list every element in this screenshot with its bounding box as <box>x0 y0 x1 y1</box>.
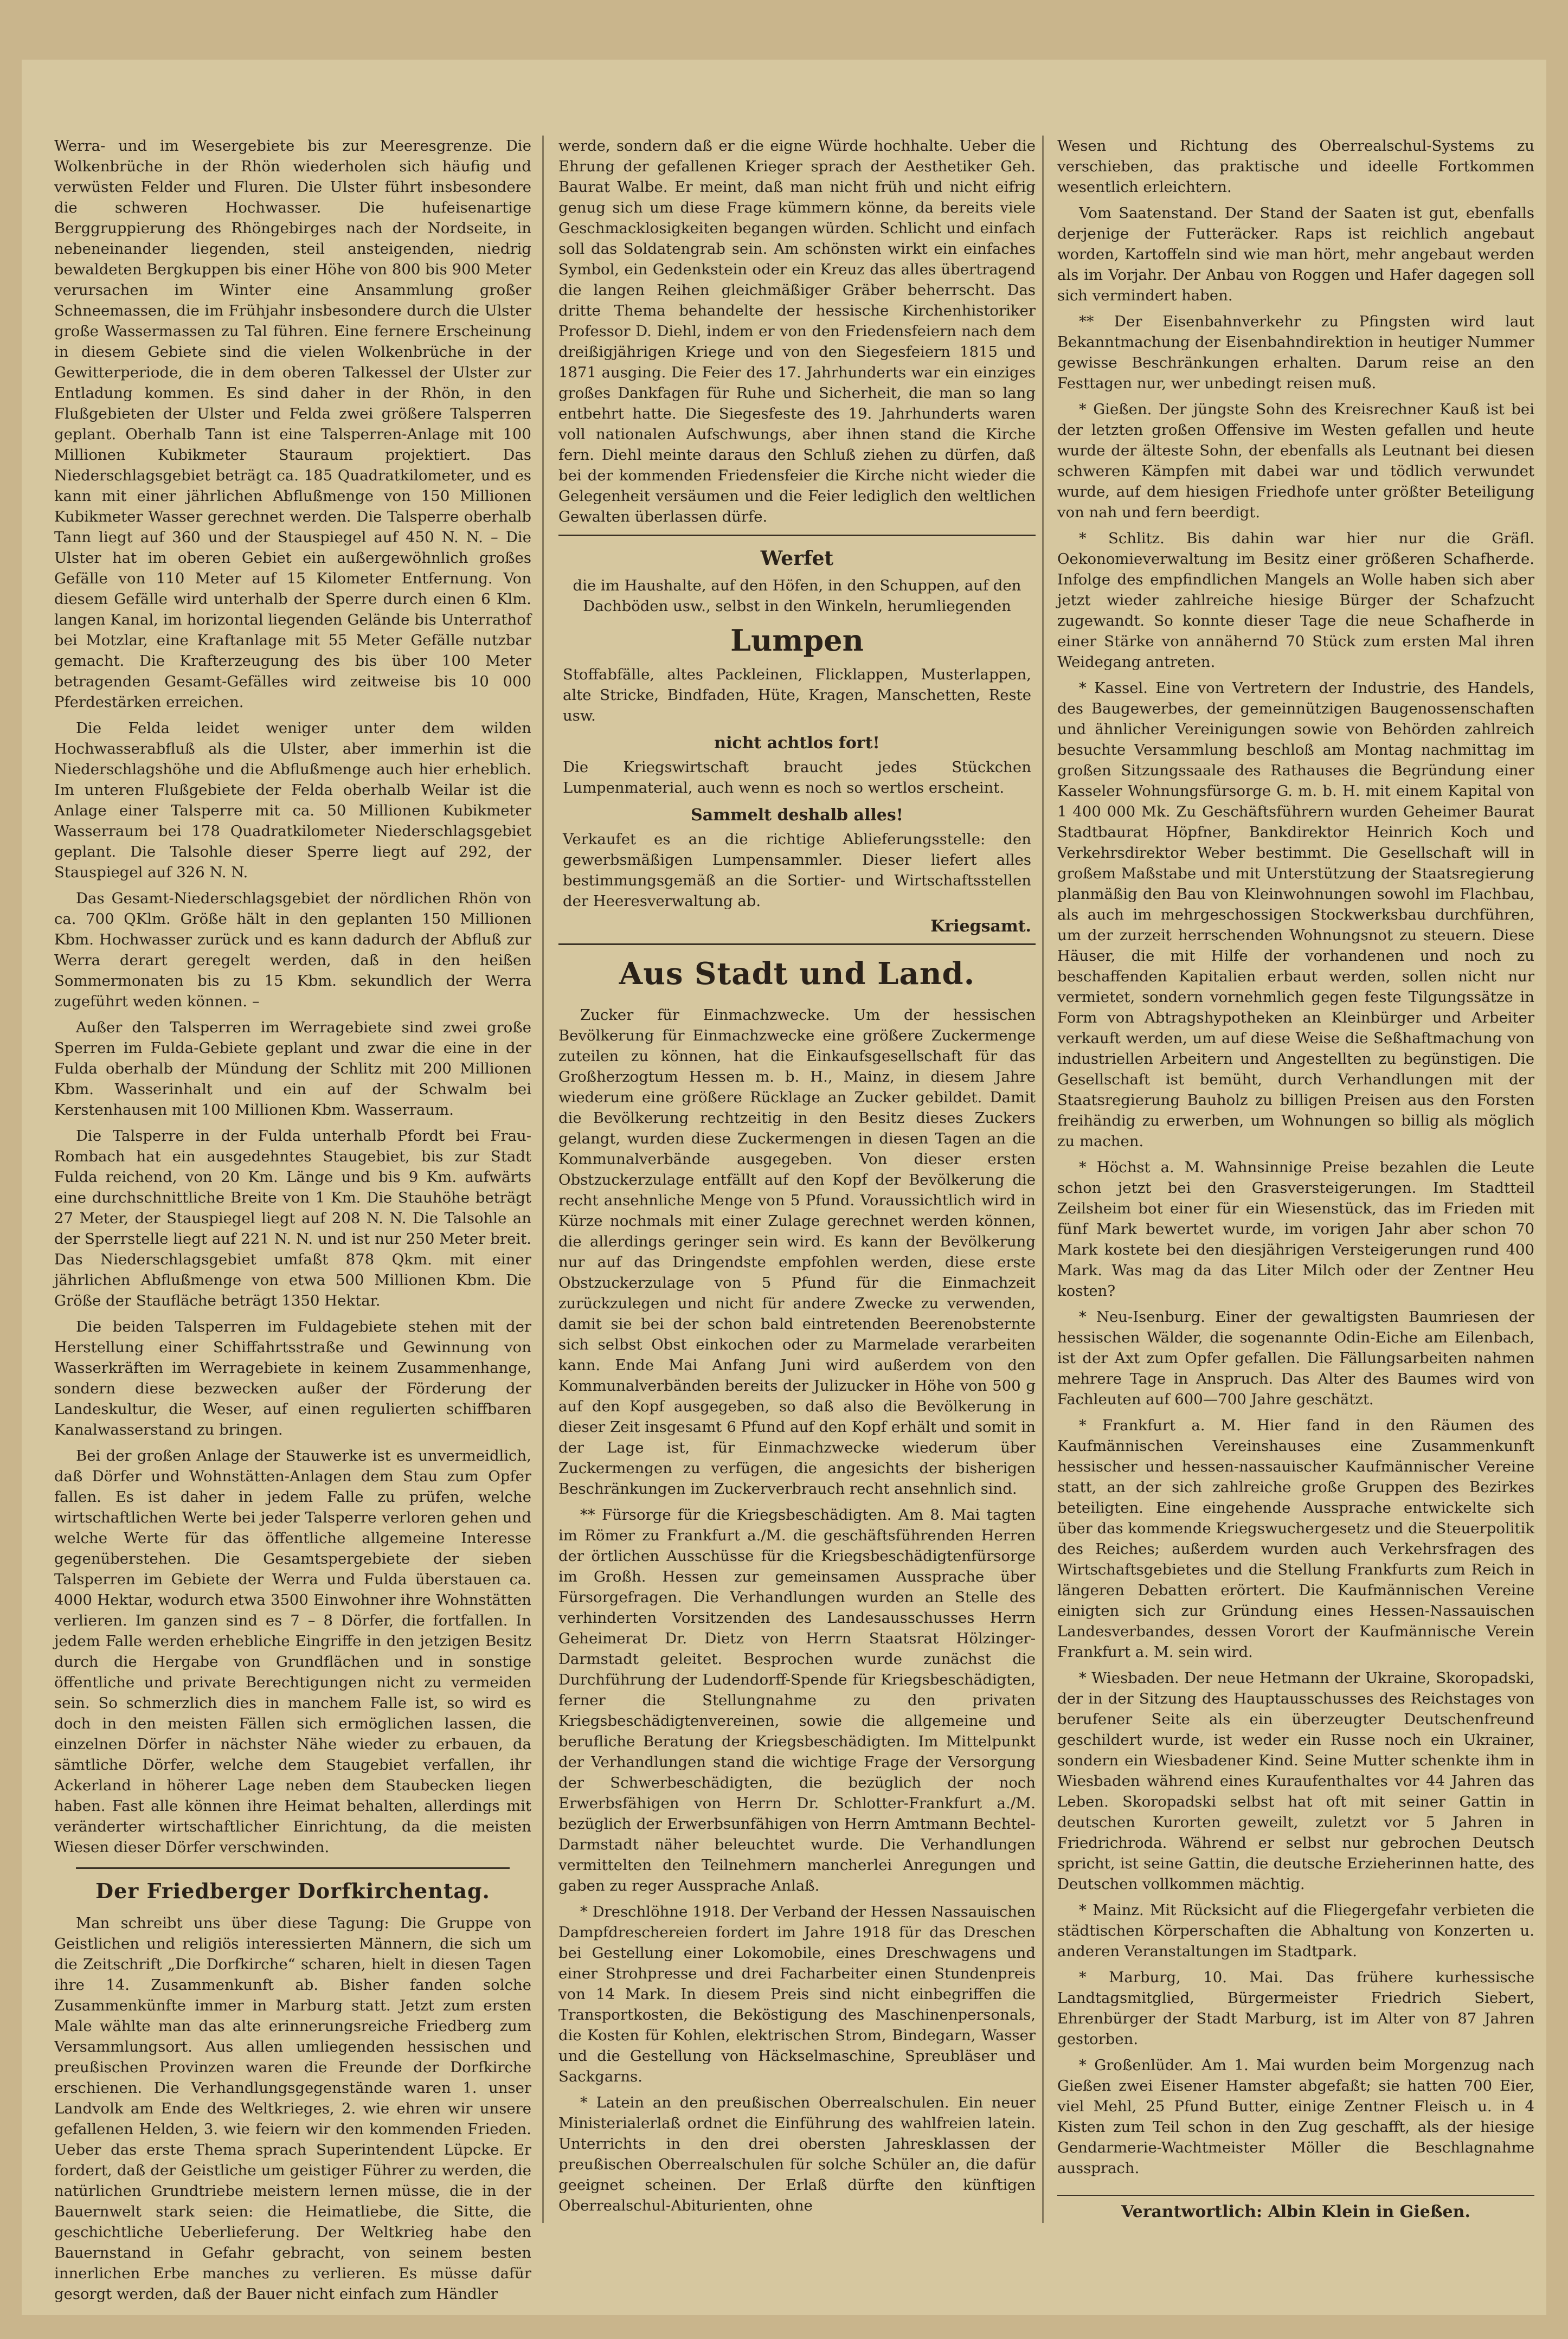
article-paragraph: Die beiden Talsperren im Fuldagebiete stehen mit der Herstellung einer Schiffahrtsstraße und Gewinnung von Wasserkräften im Werragebiete in keinem Zusammenhange, sondern diese bezwecken außer der Förderung der Landeskultur, die Weser, auf einen regulierten schiffbaren Kanalwasserstand zu bringen. <box>54 1318 531 1438</box>
article-paragraph: * Großenlüder. Am 1. Mai wurden beim Morgenzug nach Gießen zwei Eisener Hamster abgefaßt; sie hatten 700 Eier, viel Mehl, 25 Pfund Butter, einige Zentner Fleisch u. in 4 Kisten zum Teil schon in den Zug geschafft, als der hiesige Gendarmerie-Wachtmeister Möller die Beschlagnahme aussprach. <box>1057 2057 1534 2177</box>
article-paragraph: * Dreschlöhne 1918. Der Verband der Hessen Nassauischen Dampfdreschereien fordert im Jahre 1918 für das Dreschen bei Gestellung einer Lokomobile, eines Dreschwagens und einer Strohpresse und drei Facharbeiter einen Stundenpreis von 14 Mark. In diesem Preis sind nicht einbegriffen die Transportkosten, die Beköstigung des Maschinenpersonals, die Kosten für Kohlen, elektrischen Strom, Bindegarn, Wasser und die Gestellung von Häckselmaschine, Spreubläser und Sackgarns. <box>558 1903 1036 2085</box>
ad-text: Stoffabfälle, altes Packleinen, Flicklappen, Musterlappen, alte Stricke, Bindfaden, Hüte, Kragen, Manschetten, Reste usw. <box>563 666 1031 724</box>
newspaper-page <box>22 60 1546 2315</box>
article-paragraph: Zucker für Einmachzwecke. Um der hessischen Bevölkerung für Einmachzwecke eine größere Zuckermenge zuteilen zu können, hat die Einkaufsgesellschaft für das Großherzogtum Hessen m. b. H., Mainz, in diesem Jahre wiederum eine größere Rücklage an Zucker gebildet. Damit die Bevölkerung rechtzeitig in den Besitz dieses Zuckers gelangt, wurden diese Zuckermengen in diesen Tagen an die Kommunalverbände ausgegeben. Von dieser ersten Obstzuckerzulage entfällt auf den Kopf der Bevölkerung die recht ansehnliche Menge von 5 Pfund. Voraussichtlich wird in Kürze nochmals mit einer Zulage gerechnet werden können, die allerdings geringer sein wird. Es kann der Bevölkerung nur auf das Dringendste empfohlen werden, diese erste Obstzuckerzulage von 5 Pfund für die Einmachzeit zurückzulegen und nicht für andere Zwecke zu verwenden, damit sie bei der schon bald eintretenden Beerenobsternte sich selbst Obst einkochen oder zu Marmelade verarbeiten kann. Ende Mai Anfang Juni wird außerdem von den Kommunalverbänden bereits der Julizucker in Höhe von 500 g auf den Kopf ausgegeben, so daß also die Bevölkerung in dieser Zeit insgesamt 6 Pfund auf den Kopf erhält und somit in der Lage ist, für Einmachzwecke wiederum über Zuckermengen zu verfügen, die angesichts der bisherigen Beschränkungen im Zuckerverbrauch recht ansehnlich sind. <box>558 1006 1036 1498</box>
advertisement-box <box>558 535 1036 945</box>
article-paragraph: Man schreibt uns über diese Tagung: Die Gruppe von Geistlichen und religiös interessierten Männern, die sich um die Zeitschrift „Die Dorfkirche“ scharen, hielt in diesen Tagen ihre 14. Zusammenkunft ab. Bisher fanden solche Zusammenkünfte immer in Marburg statt. Jetzt zum ersten Male wählte man das alte erinnerungsreiche Friedberg zum Versammlungsort. Aus allen umliegenden hessischen und preußischen Provinzen waren die Freunde der Dorfkirche erschienen. Die Verhandlungsgegenstände waren 1. unser Landvolk am Ende des Weltkrieges, 2. wie ehren wir unsere gefallenen Helden, 3. wie feiern wir den kommenden Frieden. Ueber das erste Thema sprach Superintendent Lüpcke. Er fordert, daß der Geistliche um geistiger Führer zu werden, die natürlichen Grundtriebe meistern lernen müsse, die in der Bauernwelt stark seien: die Heimatliebe, die Sitte, die geschichtliche Ueberlieferung. Der Weltkrieg habe den Bauernstand in Gefahr gebracht, von seinem besten innerlichen Erbe manches zu verlieren. Es müsse dafür gesorgt werden, daß der Bauer nicht einfach zum Händler <box>54 1914 531 2303</box>
article-paragraph: * Neu-Isenburg. Einer der gewaltigsten Baumriesen der hessischen Wälder, die sogenannte Odin-Eiche am Eilenbach, ist der Axt zum Opfer gefallen. Die Fällungsarbeiten nahmen mehrere Tage in Anspruch. Das Alter des Baumes wird von Fachleuten auf 600—700 Jahre geschätzt. <box>1057 1308 1534 1408</box>
article-paragraph: * Latein an den preußischen Oberrealschulen. Ein neuer Ministerialerlaß ordnet die Einführung des wahlfreien latein. Unterrichts in den drei obersten Jahresklassen der preußischen Oberrealschulen für solche Schüler an, die dafür geeignet scheinen. Der Erlaß dürfte den künftigen Oberrealschul-Abiturienten, ohne <box>558 2094 1036 2214</box>
article-paragraph: * Kassel. Eine von Vertretern der Industrie, des Handels, des Baugewerbes, der gemeinnützigen Baugenossenschaften und ähnlicher Vereinigungen sowie von Behörden zahlreich besuchte Versammlung beschloß am Montag nachmittag im großen Sitzungssaale des Rathauses die Begründung einer Kasseler Wohnungsfürsorge G. m. b. H. mit einem Kapital von 1 400 000 Mk. Zu Geschäftsführern wurden Geheimer Baurat Stadtbaurat Höpfner, Bankdirektor Heinrich Koch und Verkehrsdirektor Weber bestimmt. Die Gesellschaft will in großem Maßstabe und mit Unterstützung der Staatsregierung planmäßig den Bau von Kleinwohnungen sowohl im Flachbau, als auch im mehrgeschossigen Stockwerksbau durchführen, um der zurzeit herrschenden Wohnungsnot zu steuern. Diese Häuser, die mit Hilfe der vorhandenen und noch zu beschaffenden Kapitalien erbaut werden, sollen nicht nur vermietet, sondern vornehmlich gegen feste Tilgungssätze in Form von Abtragshypotheken an Kleinbürger und Arbeiter verkauft werden, um auf diese Weise die Seßhaftmachung von industriellen Arbeitern und Angestellten zu begünstigen. Die Gesellschaft ist bemüht, durch Verhandlungen mit der Staatsregierung Bauholz zu billigen Preisen aus den Forsten freihändig zu erwerben, um Wohnungen so billig als möglich zu machen. <box>1057 679 1534 1150</box>
article-paragraph: Bei der großen Anlage der Stauwerke ist es unvermeidlich, daß Dörfer und Wohnstätten-Anlagen dem Stau zum Opfer fallen. Es ist daher in jedem Falle zu prüfen, welche wirtschaftlichen Werte bei jeder Talsperre verloren gehen und welche Werte für das öffentliche allgemeine Interesse gegenüberstehen. Die Gesamtspergebiete der sieben Talsperren im Gebiete der Werra und Fulda überstauen ca. 4000 Hektar, wodurch etwa 3500 Einwohner ihre Wohnstätten verlieren. Im ganzen sind es 7 – 8 Dörfer, die fortfallen. In jedem Falle werden erhebliche Eingriffe in den jetzigen Besitz durch die Hergabe von Grundflächen und in sonstige öffentliche und private Berechtigungen nicht zu vermeiden sein. So schmerzlich dies in manchem Falle ist, so wird es doch in den meisten Fällen sich ermöglichen lassen, die einzelnen Dörfer in nächster Nähe wieder zu erbauen, da sämtliche Dörfer, welche dem Staugebiet verfallen, ihr Ackerland in höherer Lage neben dem Staubecken liegen haben. Fast alle können ihre Heimat behalten, allerdings mit veränderter wirtschaftlicher Einrichtung, da die meisten Wiesen dieser Dörfer verschwinden. <box>54 1447 531 1856</box>
article-paragraph: * Gießen. Der jüngste Sohn des Kreisrechner Kauß ist bei der letzten großen Offensive im Westen gefallen und heute wurde der älteste Sohn, der ebenfalls als Leutnant bei diesen schweren Kämpfen mit dabei war und tödlich verwundet wurde, auf dem hiesigen Friedhofe unter größter Beteiligung von nah und fern beerdigt. <box>1057 401 1534 521</box>
ad-subheading: Sammelt deshalb alles! <box>691 806 903 825</box>
column-1 <box>54 136 531 2303</box>
ad-subheading: nicht achtlos fort! <box>714 734 880 753</box>
article-paragraph: * Marburg, 10. Mai. Das frühere kurhessische Landtagsmitglied, Bürgermeister Friedrich Siebert, Ehrenbürger der Stadt Marburg, ist im Alter von 87 Jahren gestorben. <box>1057 1969 1534 2048</box>
article-paragraph: werde, sondern daß er die eigne Würde hochhalte. Ueber die Ehrung der gefallenen Krieger sprach der Aesthetiker Geh. Baurat Walbe. Er meint, daß man nicht früh und nicht eifrig genug sich um diese Frage kümmern könne, da bereits viele Geschmacklosigkeiten begangen würden. Schlicht und einfach soll das Soldatengrab sein. Am schönsten wirkt ein einfaches Symbol, ein Gedenkstein oder ein Kreuz das alles übertragend die langen Reihen gleichmäßiger Gräber beherrscht. Das dritte Thema behandelte der hessische Kirchenhistoriker Professor D. Diehl, indem er von den Friedensfeiern nach dem dreißigjährigen Kriege und von den Siegesfeiern 1815 und 1871 ausging. Die Feier des 17. Jahrhunderts war ein einziges großes Dankfagen für Ruhe und Sicherheit, die man so lang entbehrt hatte. Die Siegesfeste des 19. Jahrhunderts waren voll nationalen Aufschwungs, aber ihnen stand die Kirche fern. Diehl meinte daraus den Schluß ziehen zu dürfen, daß bei der kommenden Friedensfeier die Kirche nicht wieder die Gelegenheit versäumen und die Feier lediglich den weltlichen Gewalten überlassen dürfe. <box>558 137 1036 525</box>
section-divider <box>76 1867 510 1869</box>
article-paragraph: Die Felda leidet weniger unter dem wilden Hochwasserabfluß als die Ulster, aber immerhin ist die Niederschlagshöhe und die Abflußmenge auch hier erheblich. Im unteren Flußgebiete der Felda oberhalb Weilar ist die Anlage einer Talsperre mit ca. 50 Millionen Kubikmeter Wasserraum bei 178 Quadratkilometer Niederschlagsgebiet geplant. Die Talsohle dieser Sperre liegt auf 292, der Stauspiegel auf 326 N. N. <box>54 719 531 881</box>
column-rule <box>1042 136 1044 2223</box>
article-paragraph: Das Gesamt-Niederschlagsgebiet der nördlichen Rhön von ca. 700 QKlm. Größe hält in den geplanten 150 Millionen Kbm. Hochwasser zurück und es kann dadurch der Abfluß zur Werra derart geregelt werden, daß in den heißen Sommermonaten bis zu 15 Kbm. sekundlich der Werra zugeführt weden können. – <box>54 890 531 1010</box>
article-paragraph: * Höchst a. M. Wahnsinnige Preise bezahlen die Leute schon jetzt bei den Grasversteigerungen. Im Stadtteil Zeilsheim bot einer für ein Wiesenstück, das im Frieden mit fünf Mark bewertet wurde, im vorigen Jahr aber schon 70 Mark kostete bei den diesjährigen Versteigerungen rund 400 Mark. Was mag da das Liter Milch oder der Zentner Heu kosten? <box>1057 1159 1534 1300</box>
article-paragraph: Werra- und im Wesergebiete bis zur Meeresgrenze. Die Wolkenbrüche in der Rhön wiederholen sich häufig und verwüsten Felder und Fluren. Die Ulster führt insbesondere die schweren Hochwasser. Die hufeisenartige Berggruppierung des Rhöngebirges nach der Nordseite, in nebeneinander liegenden, steil ansteigenden, niedrig bewaldeten Bergkuppen bis einer Höhe von 800 bis 900 Meter verursachen im Winter eine Ansammlung großer Schneemassen, die im Frühjahr insbesondere durch die Ulster große Wassermassen zu Tal führen. Eine fernere Erscheinung in diesem Gebiete sind die vielen Wolkenbrüche in der Gewitterperiode, die in dem oberen Talkessel der Ulster zur Entladung kommen. Es sind daher in der Rhön, in den Flußgebieten der Ulster und Felda zwei größere Talsperren geplant. Oberhalb Tann ist eine Talsperren-Anlage mit 100 Millionen Kubikmeter Stauraum projektiert. Das Niederschlagsgebiet beträgt ca. 185 Quadratkilometer, und es kann mit einer jährlichen Abflußmenge von 150 Millionen Kubikmeter Wasser gerechnet werden. Die Talsperre oberhalb Tann liegt auf 360 und der Stauspiegel auf 450 N. N. – Die Ulster hat im oberen Gebiet ein außergewöhnlich großes Gefälle von 110 Meter auf 15 Kilometer Entfernung. Von diesem Gefälle wird unterhalb der Sperre durch einen 6 Klm. langen Kanal, im horizontal liegenden Gelände bis Unterrathof bei Motzlar, eine Kraftanlage mit 55 Meter Gefälle nutzbar gemacht. Die Krafterzeugung des bis über 100 Meter betragenden Gesamt-Gefälles wird zeitweise bis 10 000 Pferdestärken erreichen. <box>54 137 531 711</box>
ad-heading: Werfet <box>760 547 834 570</box>
column-3 <box>1057 136 1534 2223</box>
article-heading: Der Friedberger Dorfkirchentag. <box>95 1879 490 1903</box>
ad-text: Die Kriegswirtschaft braucht jedes Stückchen Lumpenmaterial, auch wenn es noch so wertlos erscheint. <box>563 759 1031 796</box>
article-paragraph: Außer den Talsperren im Werragebiete sind zwei große Sperren im Fulda-Gebiete geplant und zwar die eine in der Fulda oberhalb der Mündung der Schlitz mit 200 Millionen Kbm. Wasserinhalt und ein auf der Schwalm bei Kerstenhausen mit 100 Millionen Kbm. Wasserraum. <box>54 1019 531 1119</box>
article-paragraph: Vom Saatenstand. Der Stand der Saaten ist gut, ebenfalls derjenige der Futteräcker. Raps ist reichlich angebaut worden, Kartoffeln sind wie man hört, mehr angebaut werden als im Vorjahr. Der Anbau von Roggen und Hafer dagegen soll sich vermindert haben. <box>1057 204 1534 304</box>
article-paragraph: ** Fürsorge für die Kriegsbeschädigten. Am 8. Mai tagten im Römer zu Frankfurt a./M. die geschäftsführenden Herren der örtlichen Ausschüsse für die Kriegsbeschädigtenfürsorge im Großh. Hessen zur gemeinsamen Aussprache über Fürsorgefragen. Die Verhandlungen wurden an Stelle des verhinderten Vorsitzenden des Landesausschusses Herrn Geheimerat Dr. Dietz von Herrn Staatsrat Hölzinger-Darmstadt geleitet. Besprochen wurde zunächst die Durchführung der Ludendorff-Spende für Kriegsbeschädigten, ferner die Stellungnahme zu den privaten Kriegsbeschädigtenvereinen, sowie die allgemeine und berufliche Beratung der Kriegsbeschädigten. Im Mittelpunkt der Verhandlungen stand die wichtige Frage der Versorgung der Schwerbeschädigten, die bezüglich der noch Erwerbsfähigen von Herrn Dr. Schlotter-Frankfurt a./M. bezüglich der Erwerbsunfähigen von Herrn Amtmann Bechtel-Darmstadt näher beleuchtet wurde. Die Verhandlungen vermittelten den Teilnehmern mancherlei Anregungen und gaben zu reger Aussprache Anlaß. <box>558 1506 1036 1894</box>
ad-signature: Kriegsamt. <box>930 917 1031 936</box>
ad-text: Verkaufet es an die richtige Ablieferungsstelle: den gewerbsmäßigen Lumpensammler. Dieser liefert alles bestimmungsgemäß an die Sortier- und Wirtschaftsstellen der Heeresverwaltung ab. <box>563 831 1031 910</box>
ad-text: die im Haushalte, auf den Höfen, in den Schuppen, auf den Dachböden usw., selbst in den Winkeln, herumliegenden <box>573 577 1021 615</box>
article-paragraph: * Schlitz. Bis dahin war hier nur die Gräfl. Oekonomieverwaltung im Besitz einer größeren Schafherde. Infolge des empfindlichen Mangels an Wolle haben sich aber jetzt wieder zahlreiche hiesige Bürger der Schafzucht zugewandt. So konnte dieser Tage die neue Schafherde in einer Stärke von annähernd 70 Stück zum ersten Mal ihren Weidegang antreten. <box>1057 530 1534 671</box>
ad-heading: Lumpen <box>730 623 864 658</box>
responsible-editor-line: Verantwortlich: Albin Klein in Gießen. <box>1057 2195 1534 2221</box>
article-paragraph: * Frankfurt a. M. Hier fand in den Räumen des Kaufmännischen Vereinshauses eine Zusammenkunft hessischer und hessen-nassauischer Kaufmännischer Vereine statt, an der sich zahlreiche große Gruppen des Bezirkes beteiligten. Eine eingehende Aussprache entwickelte sich über das kommende Kriegswuchergesetz und die Steuerpolitik des Reiches; außerdem wurden auch Verkehrsfragen des Wirtschaftsgebietes und die Stellung Frankfurts zum Reich in längeren Debatten erörtert. Die Kaufmännischen Vereine einigten sich zur Gründung eines Hessen-Nassauischen Landesverbandes, dessen Vorort der Kaufmännische Verein Frankfurt a. M. sein wird. <box>1057 1417 1534 1661</box>
section-heading: Aus Stadt und Land. <box>619 956 975 992</box>
article-paragraph: * Mainz. Mit Rücksicht auf die Fliegergefahr verbieten die städtischen Körperschaften die Abhaltung von Konzerten u. anderen Veranstaltungen im Stadtpark. <box>1057 1901 1534 1960</box>
article-paragraph: * Wiesbaden. Der neue Hetmann der Ukraine, Skoropadski, der in der Sitzung des Hauptausschusses des Reichstages von berufener Seite als ein überzeugter Deutschenfreund geschildert wurde, ist weder ein Russe noch ein Ukrainer, sondern ein Wiesbadener Kind. Seine Mutter schenkte ihm in Wiesbaden während eines Kuraufenthaltes vor 44 Jahren das Leben. Skoropadski selbst hat oft mit seiner Gattin in deutschen Kurorten geweilt, zuletzt vor 5 Jahren in Friedrichroda. Während er selbst nur gebrochen Deutsch spricht, ist seine Gattin, die deutsche Erzieherinnen hatte, des Deutschen vollkommen mächtig. <box>1057 1669 1534 1893</box>
article-paragraph: Wesen und Richtung des Oberrealschul-Systems zu verschieben, das praktische und ideelle Fortkommen wesentlich erleichtern. <box>1057 137 1534 196</box>
column-2 <box>558 136 1036 2223</box>
article-paragraph: ** Der Eisenbahnverkehr zu Pfingsten wird laut Bekanntmachung der Eisenbahndirektion in heutiger Nummer gewisse Beschränkungen erhalten. Darum reise an den Festtagen nur, wer unbedingt reisen muß. <box>1057 313 1534 392</box>
article-paragraph: Die Talsperre in der Fulda unterhalb Pfordt bei Frau-Rombach hat ein ausgedehntes Staugebiet, bis zur Stadt Fulda reichend, von 20 Km. Länge und bis 9 Km. aufwärts eine durchschnittliche Breite von 1 Km. Die Stauhöhe beträgt 27 Meter, der Stauspiegel liegt auf 208 N. N. Die Talsohle an der Sperrstelle liegt auf 221 N. N. und ist nur 250 Meter breit. Das Niederschlagsgebiet umfaßt 878 Qkm. mit einer jährlichen Abflußmenge von etwa 500 Millionen Kbm. Die Größe der Staufläche beträgt 1350 Hektar. <box>54 1127 531 1309</box>
column-rule <box>542 136 544 2223</box>
